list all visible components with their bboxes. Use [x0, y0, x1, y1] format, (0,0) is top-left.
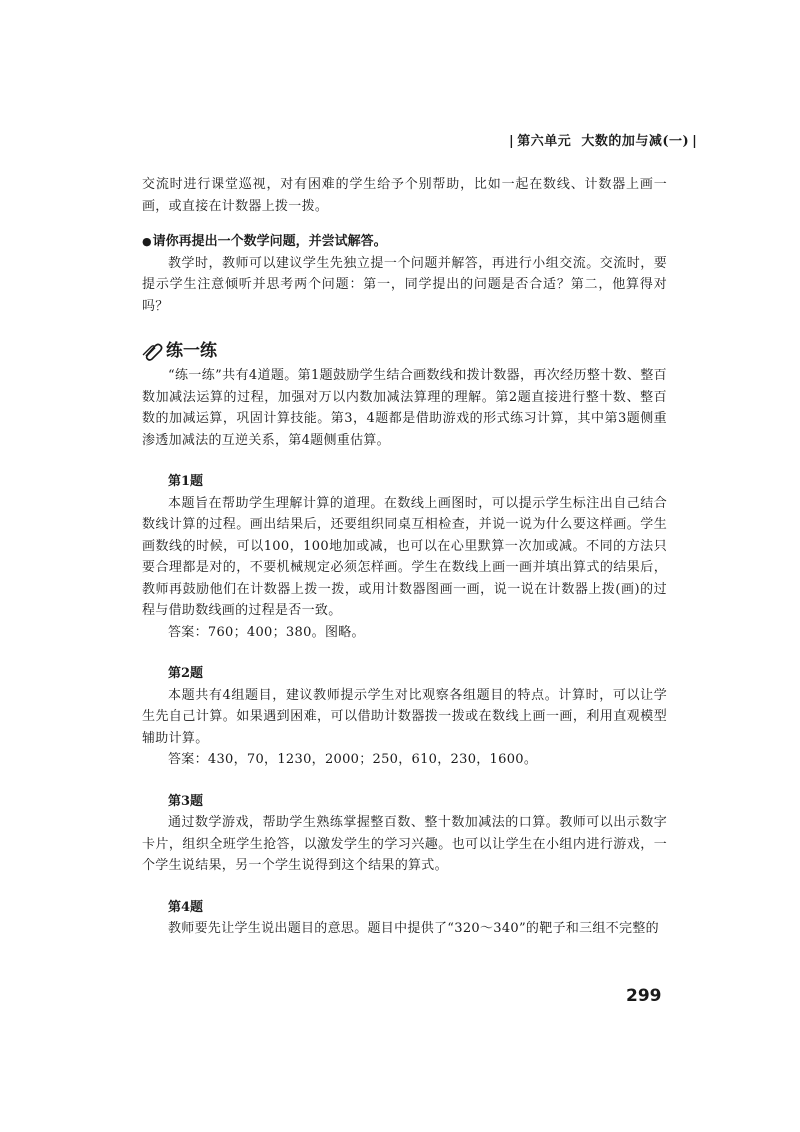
question-3-title: 第3题 — [168, 793, 204, 809]
section-title-practice — [142, 339, 667, 363]
prompt-heading-text: 请你再提出一个数学问题，并尝试解答。 — [152, 234, 387, 249]
page-number: 299 — [626, 986, 662, 1006]
question-2-answer: 答案：430，70，1230，2000；250，610，230，1600。 — [168, 752, 538, 767]
bullet-dot-icon: ● — [142, 235, 152, 248]
question-3-body: 通过数学游戏，帮助学生熟练掌握整百数、整十数加减法的口算。教师可以出示数字卡片，组织全班学生抢答，以激发学生的学习兴趣。也可以让学生在小组内进行游戏，一个学生说结果，另一个学生说得到这个结果的算式。 — [142, 815, 667, 873]
paperclip-icon — [142, 341, 164, 361]
question-1-body: 本题旨在帮助学生理解计算的道理。在数线上画图时，可以提示学生标注出自己结合数线计算的过程。画出结果后，还要组织同桌互相检查，并说一说为什么要这样画。学生画数线的时候，可以100，100地加或减，也可以在心里默算一次加或减。不同的方法只要合理都是对的，不要机械规定必须怎样画。学生在数线上画一画并填出算式的结果后，教师再鼓励他们在计数器上拨一拨，或用计数器图画一画，说一说在计数器上拨(画)的过程与借助数线画的过程是否一致。 — [142, 495, 667, 618]
prompt-body: 教学时，教师可以建议学生先独立提一个问题并解答，再进行小组交流。交流时，要提示学生注意倾听并思考两个问题：第一，同学提出的问题是否合适？第二，他算得对吗？ — [142, 255, 667, 314]
prompt-heading — [142, 231, 667, 253]
running-header — [506, 130, 700, 149]
header-unit: 第六单元 — [517, 134, 572, 149]
question-2-title: 第2题 — [168, 666, 204, 681]
header-title: 大数的加与减(一) — [581, 134, 690, 149]
question-4-title: 第4题 — [168, 899, 204, 915]
page-body — [142, 174, 667, 940]
practice-intro: “练一练”共有4道题。第1题鼓励学生结合画数线和拨计数器，再次经历整十数、整百数加减法运算的过程，加强对万以内数加减法算理的理解。第2题直接进行整十数、整百数的加减运算，巩固计算技能。第3，4题都是借助游戏的形式练习计算，其中第3题侧重渗透加减法的互逆关系，第4题侧重估算。 — [142, 368, 667, 448]
question-2-body: 本题共有4组题目，建议教师提示学生对比观察各组题目的特点。计算时，可以让学生先自己计算。如果遇到困难，可以借助计数器拨一拨或在数线上画一画，利用直观模型辅助计算。 — [142, 687, 667, 746]
section-title-text: 练一练 — [166, 341, 217, 361]
question-1-answer: 答案：760；400；380。图略。 — [168, 624, 365, 640]
question-1-title: 第1题 — [168, 474, 204, 489]
question-4-body: 教师要先让学生说出题目的意思。题目中提供了“320～340”的靶子和三组不完整的 — [168, 921, 659, 936]
header-bar-right: | — [692, 134, 698, 149]
header-bar-left: | — [509, 134, 515, 149]
intro-paragraph: 交流时进行课堂巡视，对有困难的学生给予个别帮助，比如一起在数线、计数器上画一画，或直接在计数器上拨一拨。 — [142, 177, 667, 214]
